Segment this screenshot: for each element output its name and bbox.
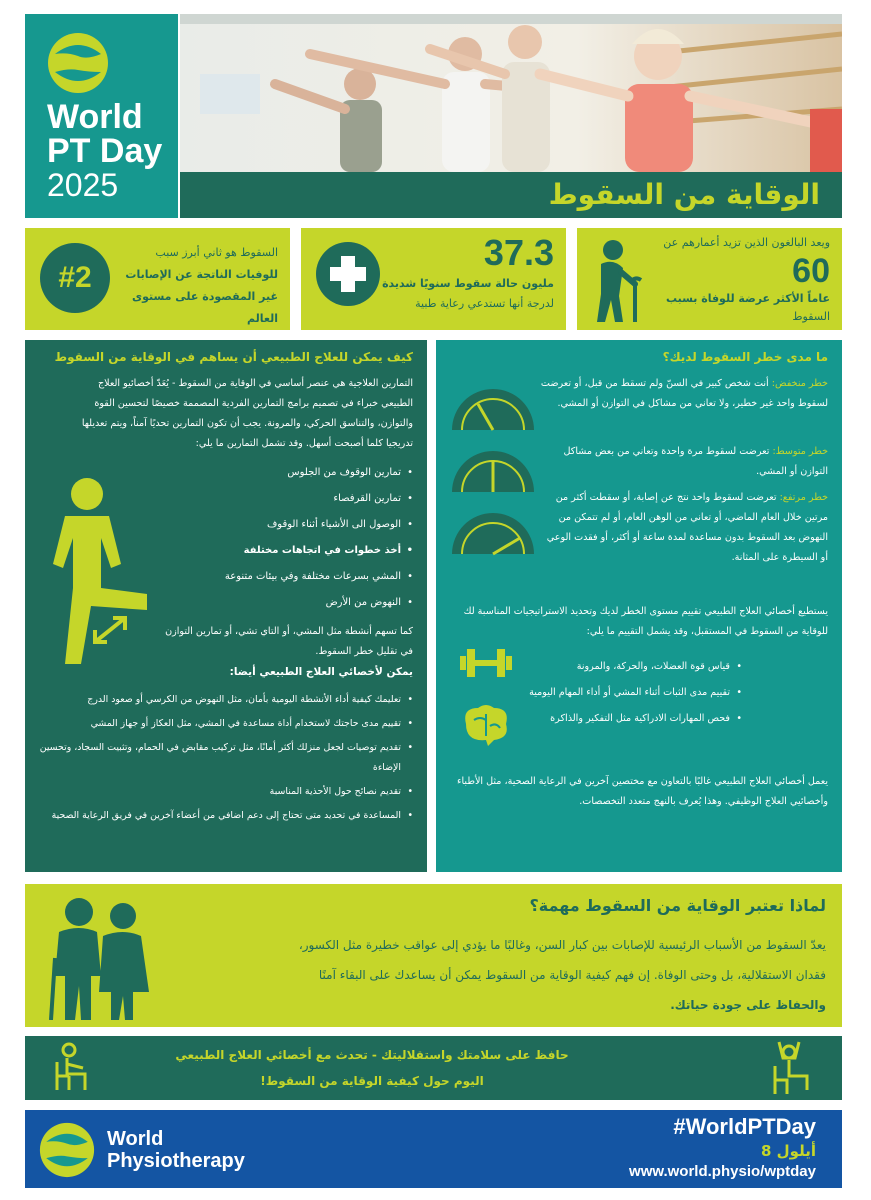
high-risk-desc: تعرضت لسقوط واحد نتج عن إصابة، أو سقطت أكثر من مرتين خلال العام الماضي، أو تعاني من الوهن العام، أو لم تتمكن من النهوض بعد السقوط بدون مساعدة لمدة ساعة أو أكثر، أو فقدت الوعي أو السيطرة على المثانة. [546, 492, 828, 563]
stat-age-box [577, 228, 842, 330]
age-line2: عاماً الأكثر عرضة للوفاة بسبب [665, 292, 830, 305]
exercise-item: • المشي بسرعات مختلفة وفي بيئات متنوعة [183, 564, 413, 590]
age-line3: السقوط [792, 310, 830, 323]
mid-risk-desc: تعرضت لسقوط مرة واحدة وتعاني من بعض مشاكل التوازن أو المشي. [563, 446, 828, 477]
physio-role-panel [25, 340, 427, 872]
medical-cross-icon [316, 242, 380, 306]
also-item: • تعليمك كيفية أداء الأنشطة اليومية بأمان، مثل النهوض من الكرسي أو صعود الدرج [37, 690, 413, 710]
low-risk-label: خطر منخفض: [771, 378, 828, 389]
assess-intro: يستطيع أخصائي العلاج الطبيعي تقييم مستوى الخطر لديك وتحديد الاستراتيجيات المناسبة لك للوقاية من السقوط في المستقبل، وقد يشمل التقييم ما يلي: [463, 606, 828, 637]
logo-year: 2025 [47, 167, 119, 203]
also-item: • تقديم نصائح حول الأحذية المناسبة [37, 782, 413, 802]
world-physiotherapy-logo-icon [39, 1122, 95, 1178]
low-risk-desc: أنت شخص كبير في السنّ ولم تسقط من قبل، أو تعرضت لسقوط واحد غير خطير، ولا تعاني من مشاكل في التوازن أو المشي. [540, 378, 828, 409]
high-risk-gauge-icon [448, 510, 538, 556]
cases-number: 37.3 [483, 232, 554, 273]
intro-line3: والتوازن، والتناسق الحركي، والمرونة. يجب أن تكون التمارين تحديًا آمناً، ويتم تعديلها [81, 418, 413, 429]
why-heading: لماذا تعتبر الوقاية من السقوط مهمة؟ [529, 896, 826, 915]
world-pt-logo-icon [47, 32, 109, 94]
rank-line1: السقوط هو ثاني أبرز سبب [155, 246, 278, 259]
rank-line2: للوفيات الناتجة عن الإصابات [125, 268, 278, 281]
stat-rank-box [25, 228, 290, 330]
stretching-exercise-icon [769, 1040, 817, 1096]
assess-item: • فحص المهارات الادراكية مثل التفكير والذاكرة [452, 706, 742, 732]
age-number: 60 [792, 252, 830, 290]
footer [25, 1110, 842, 1188]
rank-badge [40, 243, 110, 313]
also-item: • تقديم توصيات لجعل منزلك أكثر أمانًا، مثل تركيب مقابض في الحمام، وتثبيت السجاد، وتحسين الإضاءة [37, 738, 413, 778]
activities-line2: في تقليل خطر السقوط. [315, 646, 413, 657]
low-risk-gauge-icon [448, 386, 538, 432]
exercise-item: • تمارين الوقوف من الجلوس [183, 460, 413, 486]
medical-cross-badge [316, 242, 380, 306]
why-prevention-box [25, 884, 842, 1027]
high-risk-label: خطر مرتفع: [779, 492, 828, 503]
age-line1: ويعد البالغون الذين تزيد أعمارهم عن [663, 236, 830, 249]
website-link[interactable]: www.world.physio/wptday [629, 1163, 816, 1180]
risk-panel [436, 340, 842, 872]
balance-exercise-figure-icon [35, 478, 165, 668]
title-bar [180, 172, 842, 218]
page-title: الوقاية من السقوط [548, 178, 820, 211]
activities-line1: كما تسهم أنشطة مثل المشي، أو التاي تشي، أو تمارين التوازن [165, 626, 413, 637]
call-line1: حافظ على سلامتك واستقلاليتك - تحدث مع أخصائي العلاج الطبيعي [175, 1048, 569, 1062]
logo-panel [25, 14, 178, 218]
exercise-class-photo [180, 14, 842, 172]
exercise-item: • أخذ خطوات في اتجاهات مختلفة [183, 538, 413, 564]
why-line1: يعدّ السقوط من الأسباب الرئيسية للإصابات بين كبار السن، وغالبًا ما يؤدي إلى عواقب خطيرة مثل الكسور، [298, 938, 826, 952]
exercise-item: • النهوض من الأرض [183, 590, 413, 616]
assess-item: • قياس قوة العضلات، والحركة، والمرونة [452, 654, 742, 680]
exercise-item: • تمارين القرفصاء [183, 486, 413, 512]
intro-line4: تدريجيا كلما أصبحت أسهل. وقد تشمل التمارين ما يلي: [195, 438, 413, 449]
why-line2: فقدان الاستقلالية، بل وحتى الوفاة. إن فهم كيفية الوقاية من السقوط يمكن أن يساعدك على البقاء آمنًا [318, 968, 826, 982]
logo-word-world: World [47, 98, 143, 136]
high-risk-text [538, 488, 828, 568]
low-risk-text [538, 374, 828, 414]
event-date: 8 أيلول [761, 1142, 816, 1160]
also-item: • المساعدة في تحديد متى تحتاج إلى دعم اضافي من أعضاء آخرين في فريق الرعاية الصحية [37, 806, 413, 826]
hero-photo [180, 14, 842, 172]
left-panel-heading: كيف يمكن للعلاج الطبيعي أن يساهم في الوقاية من السقوط [54, 350, 413, 364]
intro-line1: التمارين العلاجية هي عنصر أساسي في الوقاية من السقوط - يُعَدّ أخصائيو العلاج [97, 378, 413, 389]
rank-line3: غير المقصودة على مستوى العالم [131, 290, 278, 325]
mid-risk-label: خطر متوسط: [772, 446, 828, 457]
cases-line2: لدرجة أنها تستدعي رعاية طبية [415, 297, 554, 310]
intro-line2: الطبيعي خبراء في تصميم برامج التمارين الفردية المصممة خصيصًا لتحسين القوة [94, 398, 413, 409]
also-heading: يمكن لأخصائي العلاج الطبيعي أيضا: [229, 666, 413, 678]
org-name-line2: Physiotherapy [107, 1150, 245, 1172]
org-name-line1: World [107, 1128, 164, 1150]
team-text: يعمل أخصائي العلاج الطبيعي غالبًا بالتعاون مع مختصين آخرين في الرعاية الصحية، مثل الأطباء وأخصائيي العلاج الوظيفي. وهذا يُعرف بالنهج متعدد التخصصات. [456, 776, 828, 807]
assess-item: • تقييم مدى الثبات أثناء المشي أو أداء المهام اليومية [452, 680, 742, 706]
medium-risk-gauge-icon [448, 448, 538, 494]
cases-line1: مليون حالة سقوط سنويًا شديدة [382, 277, 554, 290]
right-panel-heading: ما مدى خطر السقوط لديك؟ [662, 350, 828, 364]
mid-risk-text [538, 442, 828, 482]
call-line2: اليوم حول كيفية الوقاية من السقوط! [260, 1074, 484, 1088]
why-line3: والحفاظ على جودة حياتك. [670, 998, 826, 1012]
exercise-item: • الوصول الى الأشياء أثناء الوقوف [183, 512, 413, 538]
hashtag[interactable]: #WorldPTDay [673, 1114, 816, 1139]
stat-cases-box [301, 228, 566, 330]
elderly-with-cane-icon [589, 238, 649, 324]
rank-badge-text: #2 [58, 261, 92, 294]
elderly-couple-icon [41, 896, 153, 1020]
logo-word-ptday: PT Day [47, 132, 163, 170]
also-item: • تقييم مدى حاجتك لاستخدام أداة مساعدة في المشي، مثل العكاز أو جهاز المشي [37, 714, 413, 734]
call-to-action-box [25, 1036, 842, 1100]
